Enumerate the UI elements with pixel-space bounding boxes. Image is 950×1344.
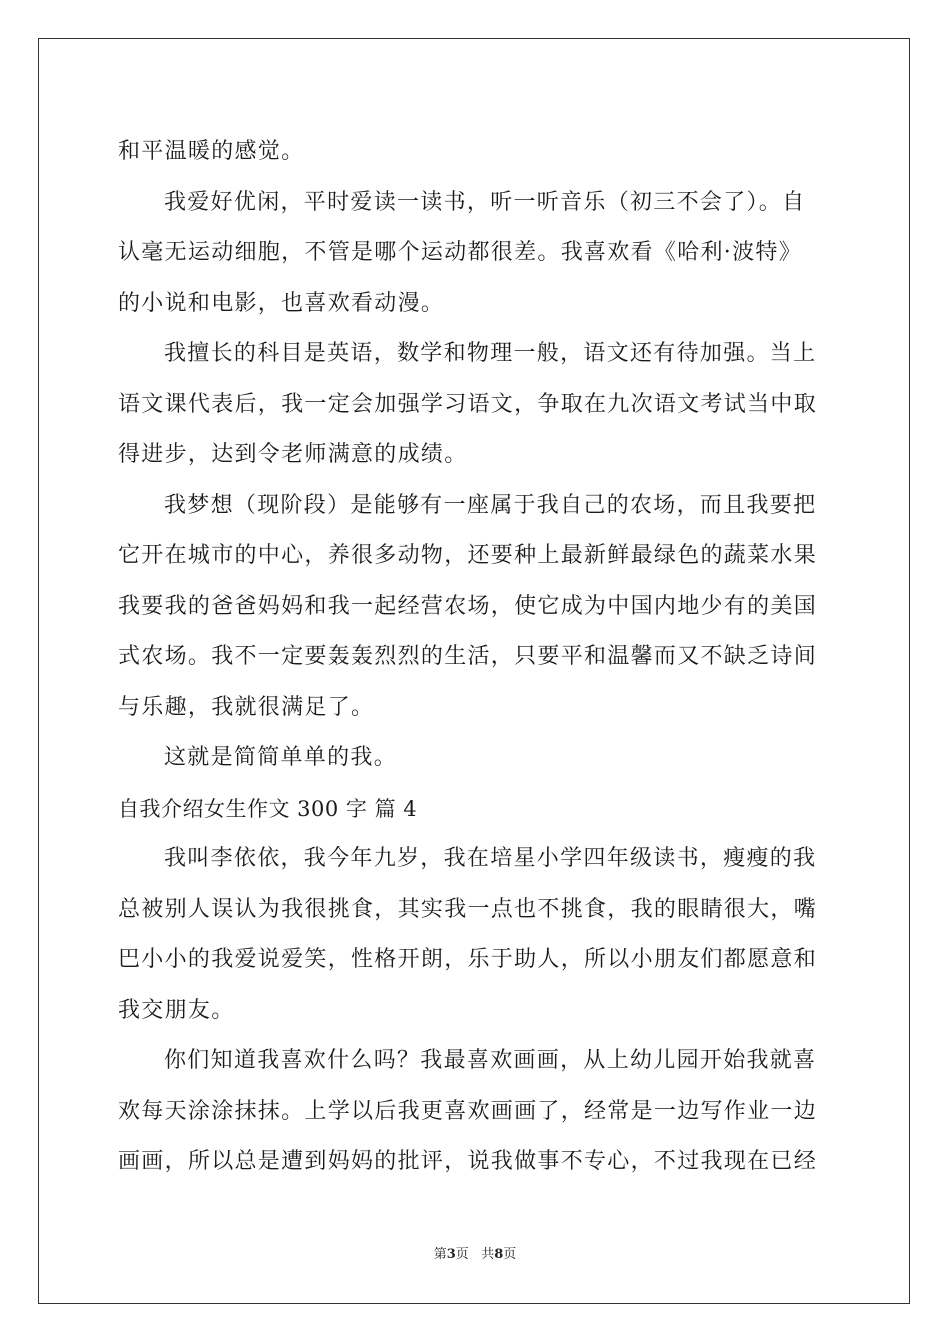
text-line: 画画，所以总是遭到妈妈的批评，说我做事不专心，不过我现在已经 <box>118 1149 818 1174</box>
footer-prefix: 第 <box>433 1247 447 1262</box>
text-line: 它开在城市的中心，养很多动物，还要种上最新鲜最绿色的蔬菜水果 <box>118 543 818 568</box>
text-line: 这就是简简单单的我。 <box>164 745 398 770</box>
text-line: 我交朋友。 <box>118 997 235 1023</box>
current-page-number: 3 <box>446 1247 456 1262</box>
text-line: 我叫李依依，我今年九岁，我在培星小学四年级读书，瘦瘦的我 <box>164 846 817 871</box>
text-line: 式农场。我不一定要轰轰烈烈的生活，只要平和温馨而又不缺乏诗间 <box>118 644 818 669</box>
text-line: 我擅长的科目是英语，数学和物理一般，语文还有待加强。当上 <box>164 341 817 366</box>
text-line: 我爱好优闲，平时爱读一读书，听一听音乐（初三不会了）。自 <box>164 189 806 215</box>
text-line: 巴小小的我爱说爱笑，性格开朗，乐于助人，所以小朋友们都愿意和 <box>118 947 818 972</box>
footer-total-prefix: 共 <box>481 1247 495 1262</box>
document-body <box>118 127 836 1188</box>
total-page-count: 8 <box>494 1247 504 1262</box>
text-line: 得进步，达到令老师满意的成绩。 <box>118 442 468 467</box>
text-line: 我梦想（现阶段）是能够有一座属于我自己的农场，而且我要把 <box>164 492 817 518</box>
footer-page-suffix: 页 <box>455 1247 469 1262</box>
page-footer <box>0 1243 950 1262</box>
text-line: 语文课代表后，我一定会加强学习语文，争取在九次语文考试当中取 <box>118 391 818 417</box>
text-line: 总被别人误认为我很挑食，其实我一点也不挑食，我的眼睛很大，嘴 <box>118 896 818 922</box>
text-line: 欢每天涂涂抹抹。上学以后我更喜欢画画了，经常是一边写作业一边 <box>118 1098 818 1124</box>
text-line: 认毫无运动细胞，不管是哪个运动都很差。我喜欢看《哈利·波特》 <box>118 240 802 265</box>
text-line: 你们知道我喜欢什么吗？我最喜欢画画，从上幼儿园开始我就喜 <box>164 1048 817 1073</box>
section-heading: 自我介绍女生作文 300 字 篇 4 <box>118 796 418 821</box>
text-line: 的小说和电影，也喜欢看动漫。 <box>118 290 445 316</box>
text-line: 我要我的爸爸妈妈和我一起经营农场，使它成为中国内地少有的美国 <box>118 593 818 619</box>
text-line: 和平温暖的感觉。 <box>118 139 305 164</box>
text-line: 与乐趣，我就很满足了。 <box>118 694 375 720</box>
footer-total-suffix: 页 <box>503 1247 517 1262</box>
